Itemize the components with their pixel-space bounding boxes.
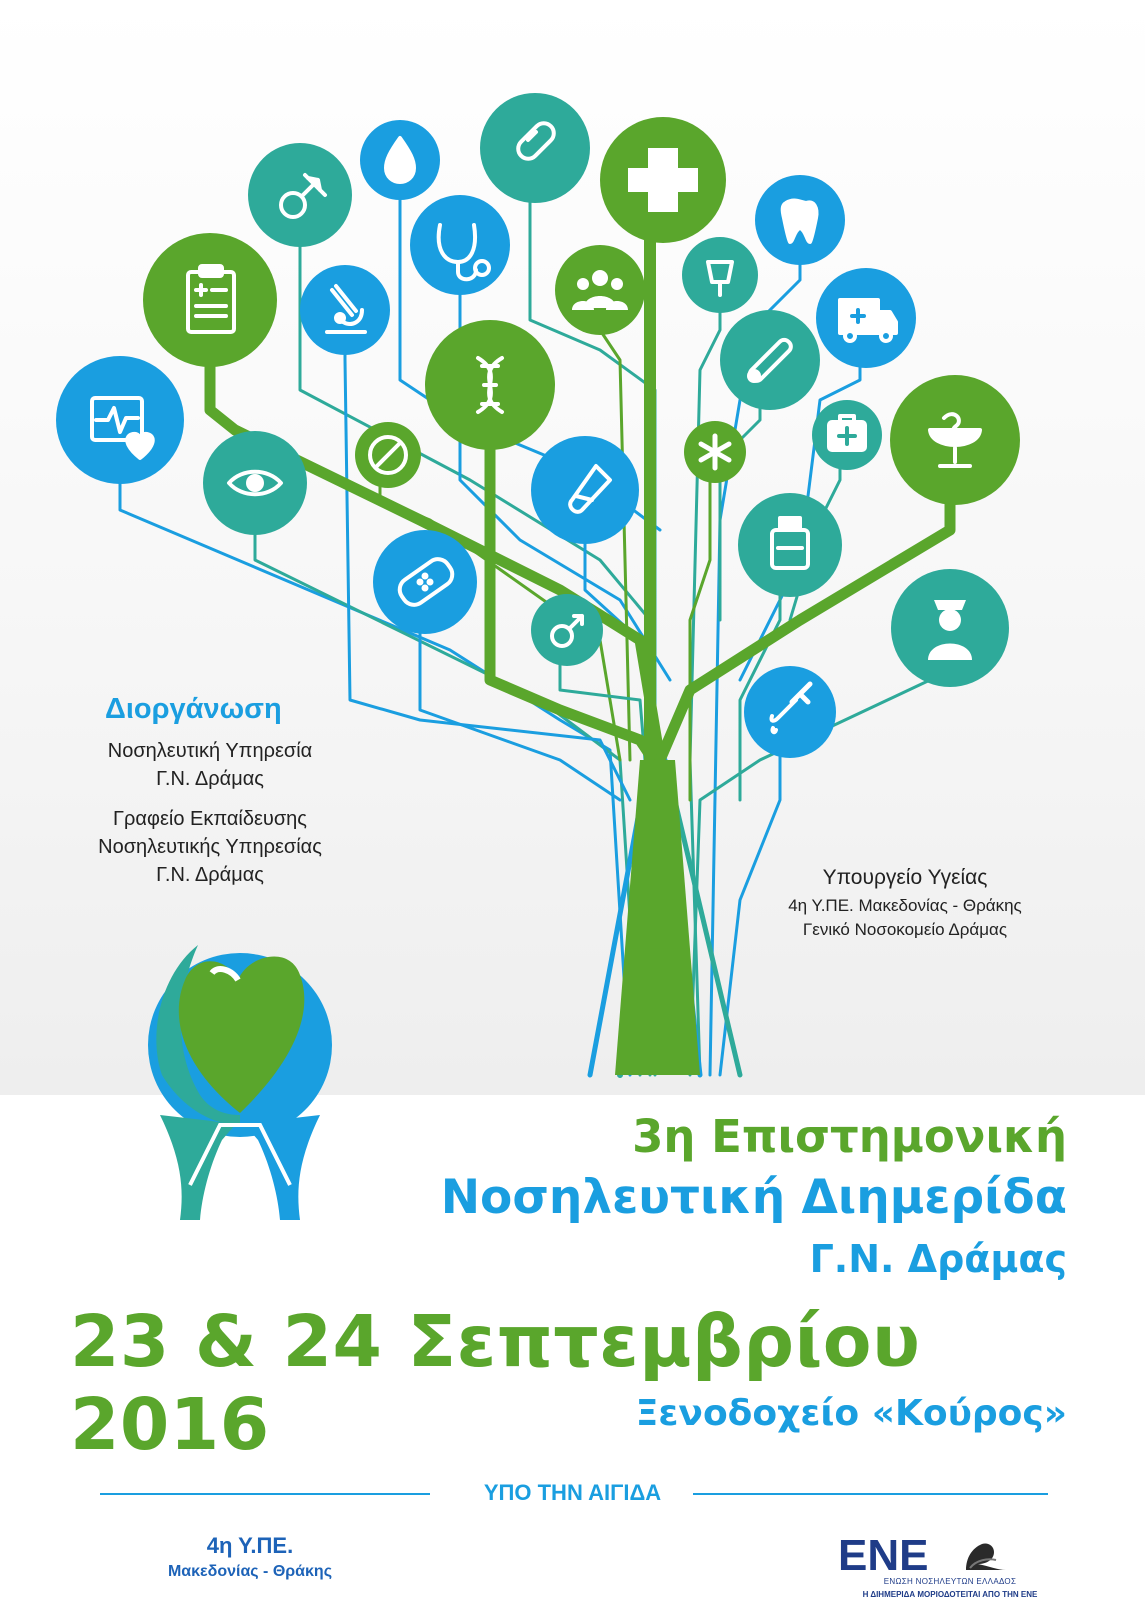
ministry-line: Γενικό Νοσοκομείο Δράμας	[802, 920, 1008, 939]
event-venue: Ξενοδοχείο «Κούρος»	[635, 1393, 1067, 1434]
aegis-label: ΥΠΟ ΤΗΝ ΑΙΓΙΔΑ	[483, 1480, 662, 1505]
organization-line: Νοσηλευτική Υπηρεσία	[107, 740, 313, 762]
event-dates: 23 & 24 Σεπτεμβρίου 2016	[70, 1300, 921, 1466]
ministry-name: Υπουργείο Υγείας	[822, 866, 988, 889]
organization-heading: Διοργάνωση	[105, 693, 282, 725]
organization-line: Γ.Ν. Δράμας	[156, 864, 264, 886]
organization-line: Νοσηλευτικής Υπηρεσίας	[98, 836, 322, 858]
event-title-line2: Νοσηλευτική Διημερίδα	[440, 1170, 1067, 1225]
ene-subtitle: ΕΝΩΣΗ ΝΟΣΗΛΕΥΤΩΝ ΕΛΛΑΔΟΣ	[883, 1577, 1017, 1586]
first-aid-kit-icon	[829, 416, 865, 450]
organization-line: Γραφείο Εκπαίδευσης	[113, 808, 307, 830]
divider-right	[693, 1493, 1048, 1495]
ene-footer-note: Η ΔΙΗΜΕΡΙΔΑ ΜΟΡΙΟΔΟΤΕΙΤΑΙ ΑΠΟ ΤΗΝ ΕΝΕ	[862, 1590, 1038, 1599]
divider-left	[100, 1493, 430, 1495]
ene-logo-text: ΕΝΕ	[838, 1531, 929, 1578]
ene-logo	[838, 1530, 1018, 1578]
ype-line1: 4η Υ.ΠΕ.	[206, 1533, 294, 1558]
ene-emblem-icon	[966, 1543, 1006, 1570]
hands-heart-logo	[140, 925, 340, 1225]
event-title-line3: Γ.Ν. Δράμας	[809, 1237, 1067, 1281]
event-title-line1: 3η Επιστημονική	[632, 1110, 1067, 1163]
ministry-line: 4η Υ.ΠΕ. Μακεδονίας - Θράκης	[788, 896, 1022, 915]
organization-line: Γ.Ν. Δράμας	[156, 768, 264, 790]
ype-line2: Μακεδονίας - Θράκης	[167, 1563, 333, 1580]
